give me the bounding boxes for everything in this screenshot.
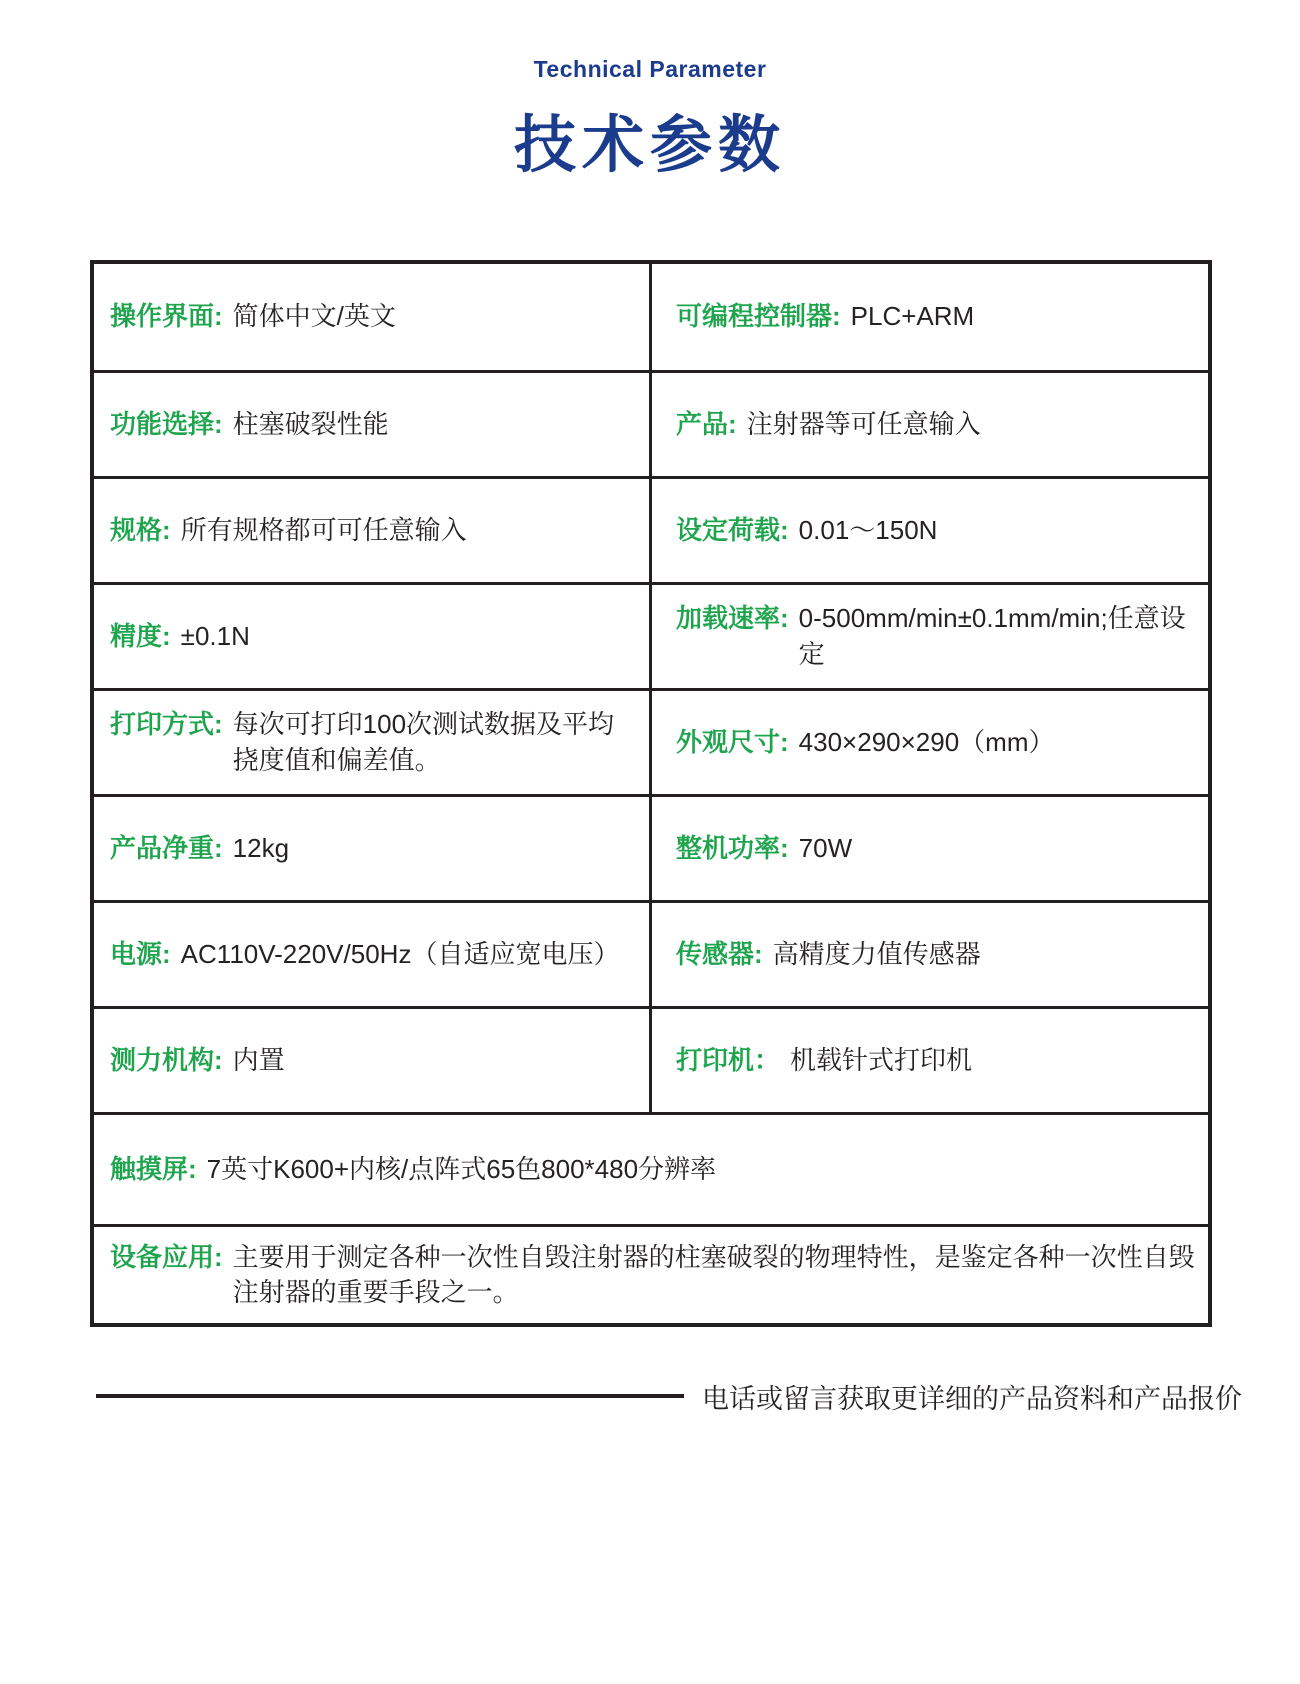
spec-cell-programmable-controller (652, 264, 1208, 370)
spec-label-force-mechanism: 测力机构: (110, 1044, 223, 1075)
spec-pair (110, 299, 396, 334)
spec-label-machine-power: 整机功率: (676, 832, 789, 863)
spec-label-touch-screen: 触摸屏: (110, 1153, 197, 1184)
spec-cell-power-supply (94, 900, 652, 1006)
spec-value-machine-power: 70W (798, 832, 853, 863)
spec-cell-accuracy (94, 582, 652, 688)
header (0, 56, 1300, 184)
spec-pair (676, 831, 852, 866)
spec-value-dimensions: 430×290×290（mm） (798, 726, 1055, 757)
spec-value-specification: 所有规格都可可任意输入 (180, 514, 467, 545)
spec-pair (110, 937, 619, 972)
spec-pair (676, 407, 981, 442)
spec-value-operation-interface: 简体中文/英文 (232, 301, 396, 332)
spec-label-printer: 打印机： (676, 1044, 781, 1075)
spec-pair (110, 407, 389, 442)
spec-cell-set-load (652, 476, 1208, 582)
spec-cell-force-mechanism (94, 1006, 652, 1112)
spec-pair (676, 1043, 972, 1078)
page-title: 技术参数 (513, 111, 786, 180)
spec-label-power-supply: 电源: (110, 938, 171, 969)
spec-pair (676, 937, 981, 972)
spec-pair (110, 513, 467, 548)
spec-pair (676, 299, 974, 334)
spec-pair (110, 619, 250, 654)
spec-label-specification: 规格: (110, 514, 171, 545)
spec-value-application: 主要用于测定各种一次性自毁注射器的柱塞破裂的物理特性，是鉴定各种一次性自毁注射器的重要手段之一。 (232, 1241, 1195, 1307)
spec-pair (110, 831, 289, 866)
spec-label-dimensions: 外观尺寸: (676, 726, 789, 757)
spec-cell-product (652, 370, 1208, 476)
spec-pair (676, 513, 937, 548)
spec-cell-printer (652, 1006, 1208, 1112)
spec-value-loading-rate: 0-500mm/min±0.1mm/min;任意设定 (798, 603, 1186, 669)
spec-label-set-load: 设定荷载: (676, 514, 789, 545)
spec-value-sensor: 高精度力值传感器 (772, 938, 981, 969)
spec-value-set-load: 0.01～150N (798, 514, 938, 545)
spec-label-net-weight: 产品净重: (110, 832, 223, 863)
spec-cell-dimensions (652, 688, 1208, 794)
spec-cell-machine-power (652, 794, 1208, 900)
spec-value-product: 注射器等可任意输入 (746, 408, 981, 439)
spec-label-loading-rate: 加载速率: (676, 603, 789, 634)
spec-value-power-supply: AC110V-220V/50Hz（自适应宽电压） (180, 938, 620, 969)
footer-divider-line (96, 1394, 684, 1398)
spec-label-sensor: 传感器: (676, 938, 763, 969)
spec-cell-operation-interface (94, 264, 652, 370)
spec-value-printer: 机载针式打印机 (790, 1044, 973, 1075)
spec-label-programmable-controller: 可编程控制器: (676, 301, 841, 332)
spec-cell-loading-rate (652, 582, 1208, 688)
spec-pair (110, 1043, 285, 1078)
spec-cell-sensor (652, 900, 1208, 1006)
spec-label-function-selection: 功能选择: (110, 408, 223, 439)
spec-value-accuracy: ±0.1N (180, 620, 250, 651)
spec-value-force-mechanism: 内置 (232, 1044, 285, 1075)
spec-cell-print-mode (94, 688, 652, 794)
spec-label-operation-interface: 操作界面: (110, 301, 223, 332)
spec-value-net-weight: 12kg (232, 832, 290, 863)
spec-label-application: 设备应用: (110, 1241, 223, 1272)
spec-value-touch-screen: 7英寸K600+内核/点阵式65色800*480分辨率 (206, 1153, 717, 1184)
spec-label-product: 产品: (676, 408, 737, 439)
spec-table (90, 260, 1212, 1327)
spec-cell-net-weight (94, 794, 652, 900)
subtitle-en: Technical Parameter (533, 56, 767, 82)
spec-pair (110, 1240, 1198, 1310)
spec-pair (676, 601, 1198, 671)
spec-pair (110, 1152, 716, 1187)
spec-label-print-mode: 打印方式: (110, 709, 223, 740)
spec-value-function-selection: 柱塞破裂性能 (232, 408, 389, 439)
spec-cell-specification (94, 476, 652, 582)
spec-pair (676, 725, 1055, 760)
spec-value-programmable-controller: PLC+ARM (850, 301, 975, 332)
spec-cell-function-selection (94, 370, 652, 476)
spec-label-accuracy: 精度: (110, 620, 171, 651)
footer-note: 电话或留言获取更详细的产品资料和产品报价 (702, 1383, 1242, 1414)
spec-cell-application (94, 1224, 1208, 1323)
spec-value-print-mode: 每次可打印100次测试数据及平均挠度值和偏差值。 (232, 709, 615, 775)
spec-pair (110, 707, 639, 777)
footer (96, 1372, 1242, 1420)
spec-cell-touch-screen (94, 1112, 1208, 1224)
